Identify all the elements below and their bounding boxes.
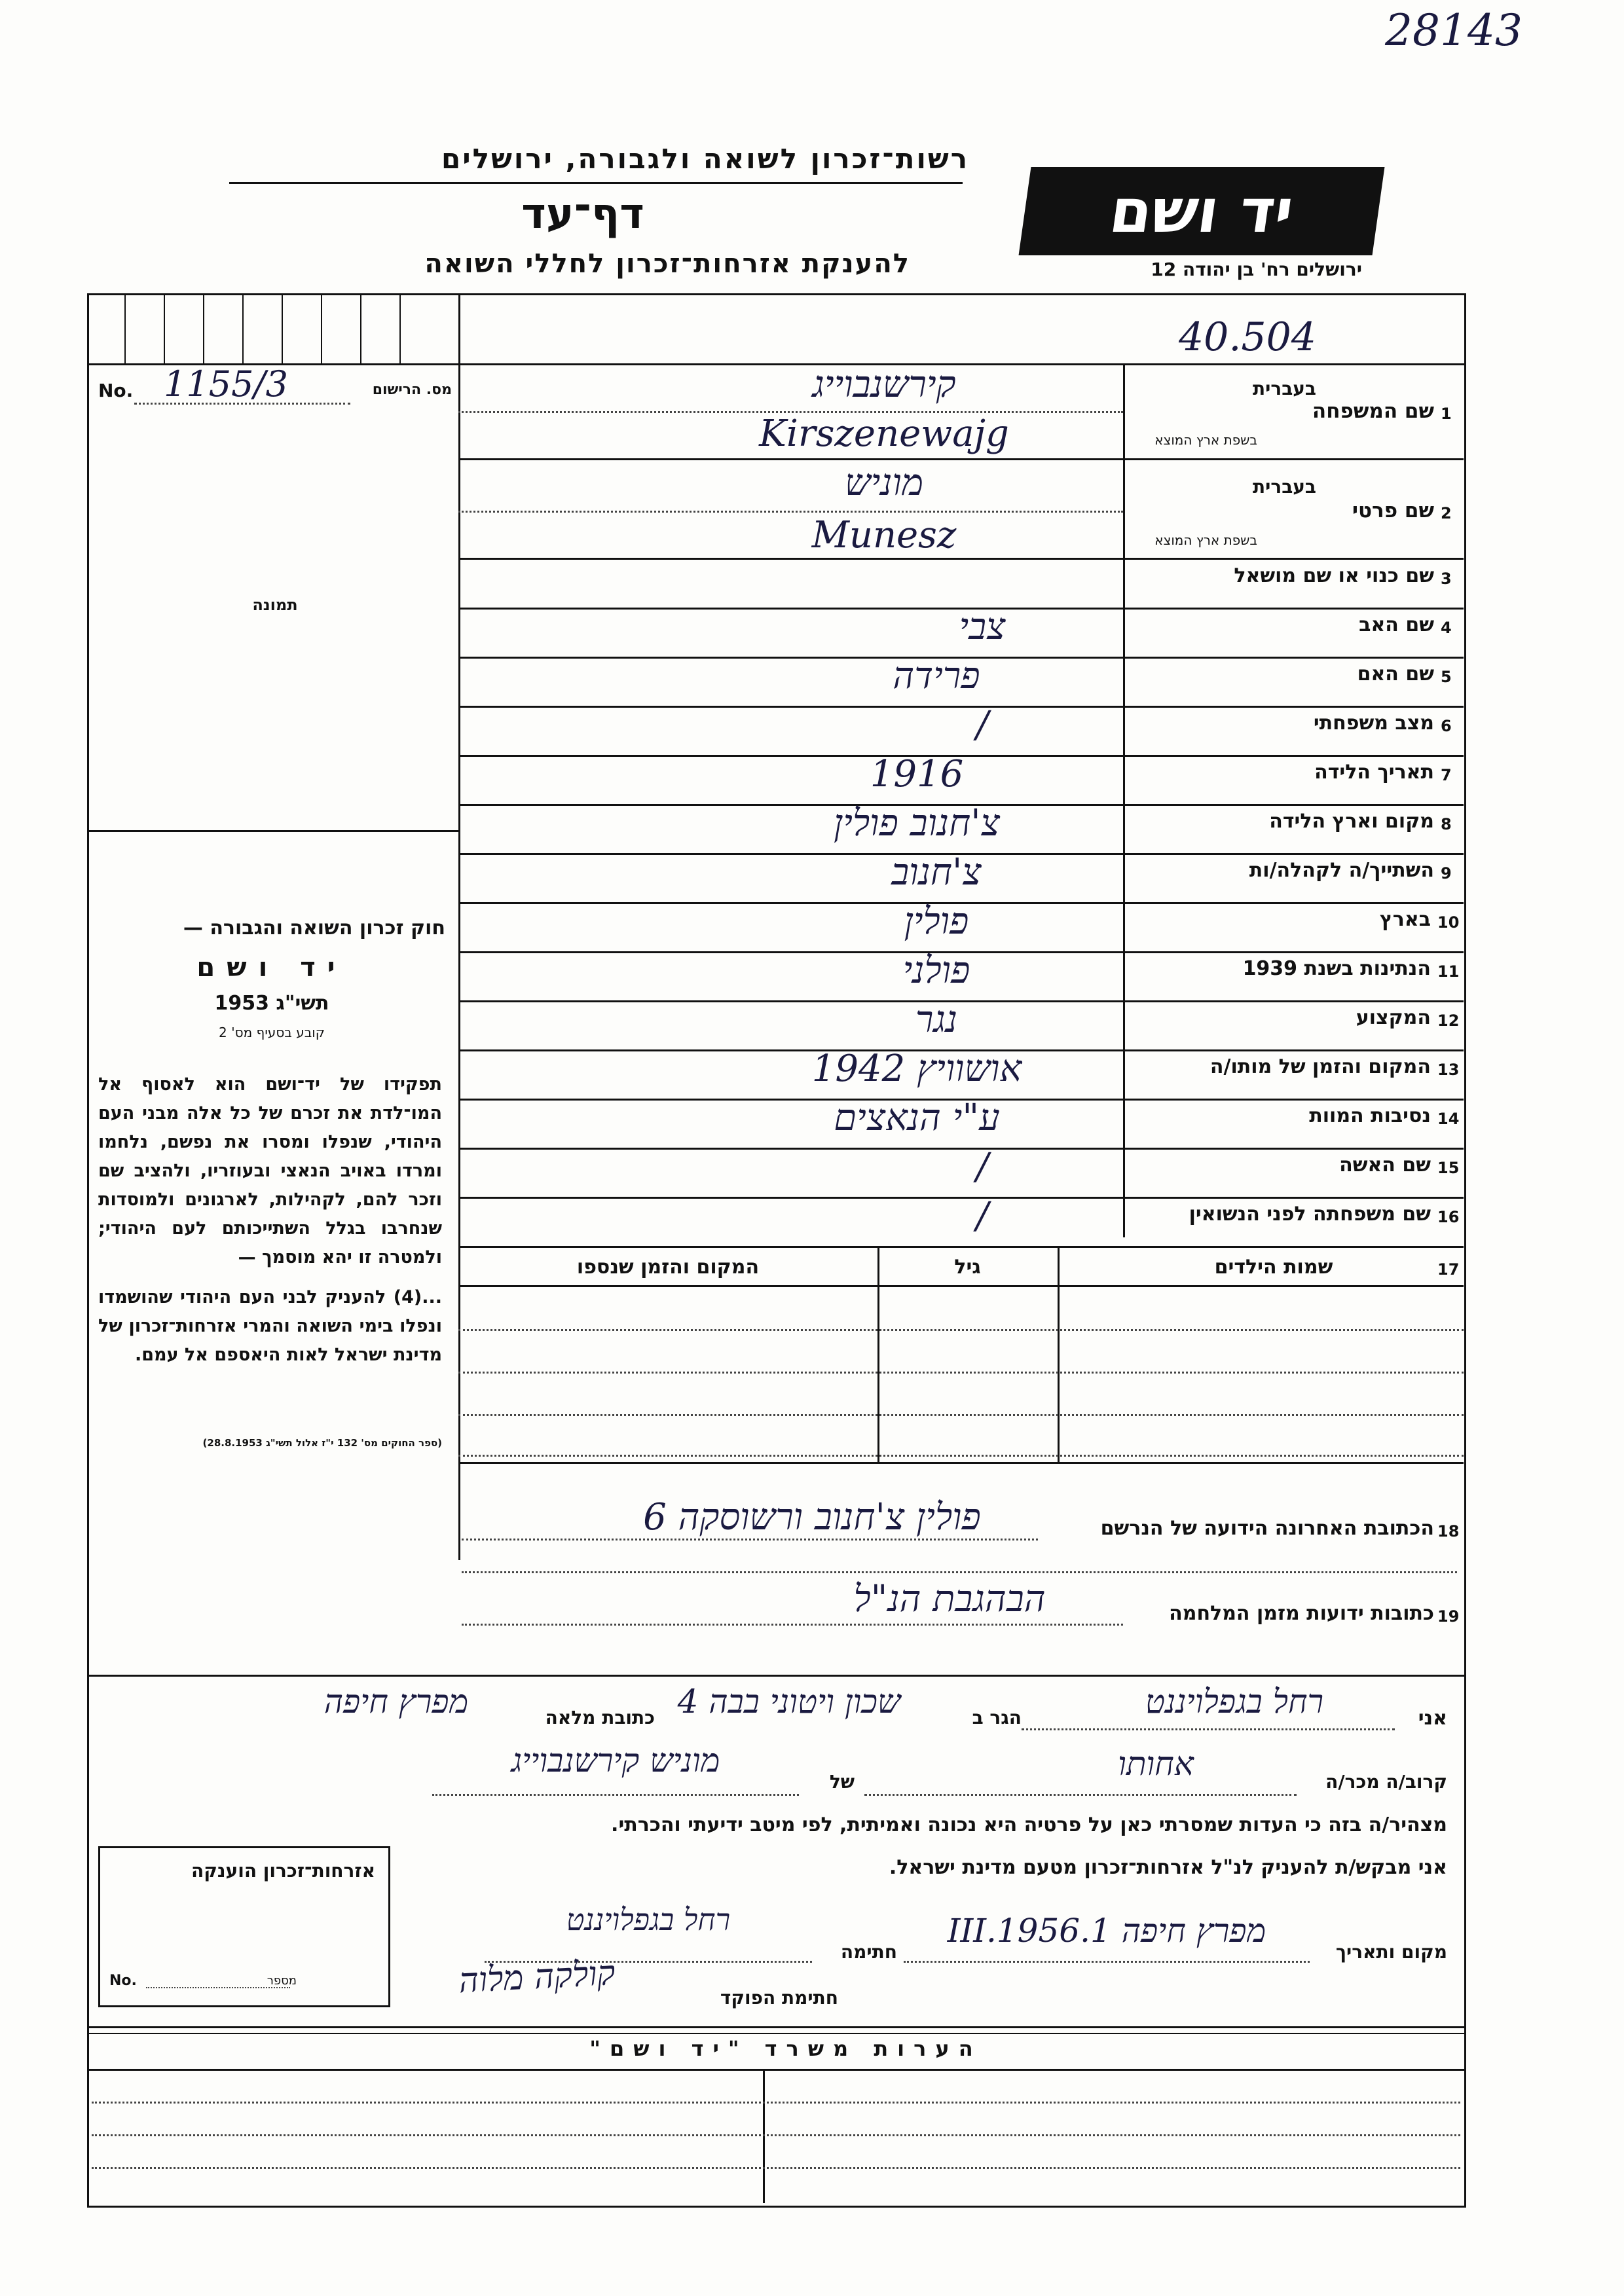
- family-name-hebrew: קירשנבוייג: [812, 363, 956, 406]
- field-3-number: 3: [1441, 570, 1452, 588]
- doc-title: דף־עד: [521, 190, 644, 238]
- relation-value: אחותו: [1118, 1745, 1194, 1783]
- nationality-1939: פולני: [902, 949, 970, 992]
- authority-title: רשות־זכרון לשואה ולגבורה, ירושלים: [441, 143, 969, 175]
- field-16-number: 16: [1437, 1208, 1460, 1226]
- birth-place: צ'חנוב פולין: [833, 802, 1001, 845]
- field-18-number: 18: [1437, 1522, 1460, 1540]
- field-10-number: 10: [1437, 913, 1460, 932]
- field-16-label: שם משפחתה לפני הנשואין: [1189, 1203, 1431, 1226]
- father-name: צבי: [959, 606, 1006, 648]
- field-4-label: שם האב: [1359, 613, 1434, 636]
- declarant-city: מפרץ חיפה: [323, 1683, 469, 1721]
- place-time-of-death: אושוויץ 1942: [811, 1048, 1022, 1090]
- field-4-number: 4: [1441, 619, 1452, 637]
- field-6-label: מצב משפחתי: [1313, 712, 1434, 735]
- field-13-number: 13: [1437, 1061, 1460, 1079]
- certificate-title: אזרחות־זכרון הוענקה: [191, 1860, 375, 1882]
- field-19-label: כתובות ידועות מזמן המלחמה: [1169, 1602, 1434, 1625]
- first-name-hebrew: מוניש: [844, 462, 924, 504]
- field-8-label: מקום וארץ הלידה: [1269, 810, 1434, 833]
- last-address: פולין צ'חנוב ורשוסקה 6: [643, 1496, 981, 1539]
- officer-signature-label: חתימת הפוקד: [720, 1987, 838, 2009]
- field-7-number: 7: [1441, 766, 1452, 784]
- of-label: של: [829, 1771, 855, 1793]
- field-13-label: המקום והזמן של מותו/ה: [1209, 1055, 1431, 1078]
- field-1-origin-label: בשפת ארץ המוצא: [1154, 432, 1257, 448]
- field-3-label: שם כנוי או שם מושאל: [1234, 564, 1434, 587]
- field-2-label: שם פרטי: [1352, 499, 1434, 522]
- children-names-header: שמות הילדים: [1214, 1256, 1333, 1279]
- profession: נגר: [915, 998, 958, 1041]
- declaration-ani: אני: [1418, 1707, 1447, 1730]
- field-12-number: 12: [1437, 1011, 1460, 1030]
- residing-label: הגר ב: [972, 1707, 1022, 1728]
- certificate-box: [98, 1846, 390, 2007]
- certificate-no-label: No.: [109, 1973, 137, 1989]
- birth-date: 1916: [870, 753, 964, 795]
- field-1-hebrew-label: בעברית: [1252, 378, 1316, 399]
- yad-vashem-logo: [1019, 167, 1385, 255]
- field-5-label: שם האם: [1357, 663, 1434, 685]
- law-year: תשי"ג 1953: [214, 992, 329, 1015]
- signature-label: חתימה: [840, 1941, 897, 1963]
- field-15-number: 15: [1437, 1159, 1460, 1177]
- family-name-latin: Kirszenewajg: [759, 412, 1009, 455]
- certificate-number-label: מספר: [267, 1974, 297, 1988]
- field-6-number: 6: [1441, 717, 1452, 735]
- field-15-label: שם האשה: [1339, 1154, 1431, 1176]
- file-number: 40.504: [1179, 314, 1316, 360]
- address: ירושלים רח' בן יהודה 12: [1151, 259, 1362, 280]
- marital-status: /: [976, 704, 989, 746]
- field-2-hebrew-label: בעברית: [1252, 476, 1316, 498]
- country: פולין: [904, 900, 969, 943]
- field-9-number: 9: [1441, 864, 1452, 883]
- wife-name: /: [976, 1146, 989, 1188]
- field-14-label: נסיבות המוות: [1309, 1104, 1431, 1127]
- law-body: תפקידו של יד־ושם הוא לאסוף אל המו־לדת את זכרם של כל אלה מבני העם היהודי, שנפלו ומסרו את נפשם, נלחמו ומרדו באויב הנאצי ובעוזריו, ולהציב שם וזכר להם, לקהילות, לארגונים ולמוסדות שנחרבו בגלל השתייכותם לעם היהודי; ולמטרה זו יהא מוסמך —: [98, 1074, 442, 1267]
- field-8-number: 8: [1441, 815, 1452, 833]
- death-circumstances: ע"י הנאצים: [834, 1097, 1000, 1139]
- field-7-label: תאריך הלידה: [1314, 761, 1434, 784]
- field-1-label: שם המשפחה: [1312, 399, 1434, 423]
- relation-label: קרוב/ה מכר/ה: [1325, 1771, 1447, 1793]
- law-clause-4: ...(4) להעניק לבני העם היהודי שהושמדו ונפלו בימי השואה והמרי אזרחות־זכרון של מדינת ישראל לאות היאספם אל עמם.: [98, 1287, 442, 1365]
- law-yad-vashem: יד ושם: [196, 953, 347, 983]
- logo-text: יד ושם: [1105, 176, 1298, 246]
- declarant-signature: רחל בגפלויננט: [566, 1902, 731, 1937]
- field-11-label: הנתינות בשנת 1939: [1242, 957, 1431, 980]
- law-clause: קובע בסעיף מס' 2: [219, 1025, 325, 1040]
- full-address-label: כתובת מלאה: [545, 1707, 655, 1728]
- field-11-number: 11: [1437, 962, 1460, 981]
- field-2-number: 2: [1441, 504, 1452, 522]
- field-2-origin-label: בשפת ארץ המוצא: [1154, 532, 1257, 548]
- field-5-number: 5: [1441, 668, 1452, 686]
- registration-no-label: No.: [98, 380, 134, 401]
- remarks-title: הערות משרד "יד ושם": [589, 2036, 982, 2061]
- registration-number: 1155/3: [164, 363, 288, 405]
- law-title: חוק זכרון השואה והגבורה —: [183, 917, 445, 939]
- field-12-label: המקצוע: [1356, 1006, 1431, 1029]
- field-18-label: הכתובת האחרונה הידועה של הנרשם: [1100, 1517, 1434, 1540]
- declarant-street: שכון ויטוני בבה 4: [677, 1683, 901, 1721]
- officer-signature: קולקה מלוה: [457, 1953, 617, 2001]
- field-1-number: 1: [1441, 405, 1452, 423]
- field-14-number: 14: [1437, 1110, 1460, 1128]
- photo-label: תמונה: [252, 596, 298, 614]
- field-17-number: 17: [1437, 1260, 1460, 1279]
- declaration-request: אני מבקש/ת להעניק לנ"ל אזרחות־זכרון מטעם מדינת ישראל.: [889, 1856, 1447, 1879]
- field-10-label: בארץ: [1379, 908, 1431, 931]
- archive-number: 28143: [1385, 5, 1522, 56]
- registration-label: מס. הרישום: [372, 382, 452, 398]
- first-name-latin: Munesz: [811, 514, 957, 556]
- doc-subtitle: להענקת אזרחות־זכרון לחללי השואה: [424, 249, 910, 279]
- wife-maiden-name: /: [976, 1195, 989, 1237]
- relative-of-value: מוניש קירשנבוייג: [511, 1741, 720, 1779]
- place-date-label: מקום ותאריך: [1335, 1941, 1447, 1963]
- wartime-addresses: הבהגבת הנ"ל: [853, 1578, 1046, 1620]
- declarant-name: רחל בגפלויננט: [1145, 1683, 1324, 1721]
- children-place-header: המקום והזמן שנספו: [576, 1256, 760, 1279]
- place-date-value: מפרץ חיפה 1.III.1956: [947, 1912, 1266, 1950]
- mother-name: פרידה: [893, 655, 980, 697]
- community: צ'חנוב: [891, 851, 982, 894]
- declaration-statement: מצהיר/ה בזה כי העדות שמסרתי כאן על פרטיה היא נכונה ואמיתית, לפי מיטב ידיעתי והכרתי.: [611, 1813, 1447, 1836]
- law-footnote: (ספר החוקים מס' 132 י"ז אלול תשי"ג 28.8.1953): [202, 1437, 442, 1449]
- field-9-label: השתייך/ה לקהלה/ות: [1249, 859, 1434, 882]
- field-19-number: 19: [1437, 1607, 1460, 1626]
- children-age-header: גיל: [954, 1256, 981, 1279]
